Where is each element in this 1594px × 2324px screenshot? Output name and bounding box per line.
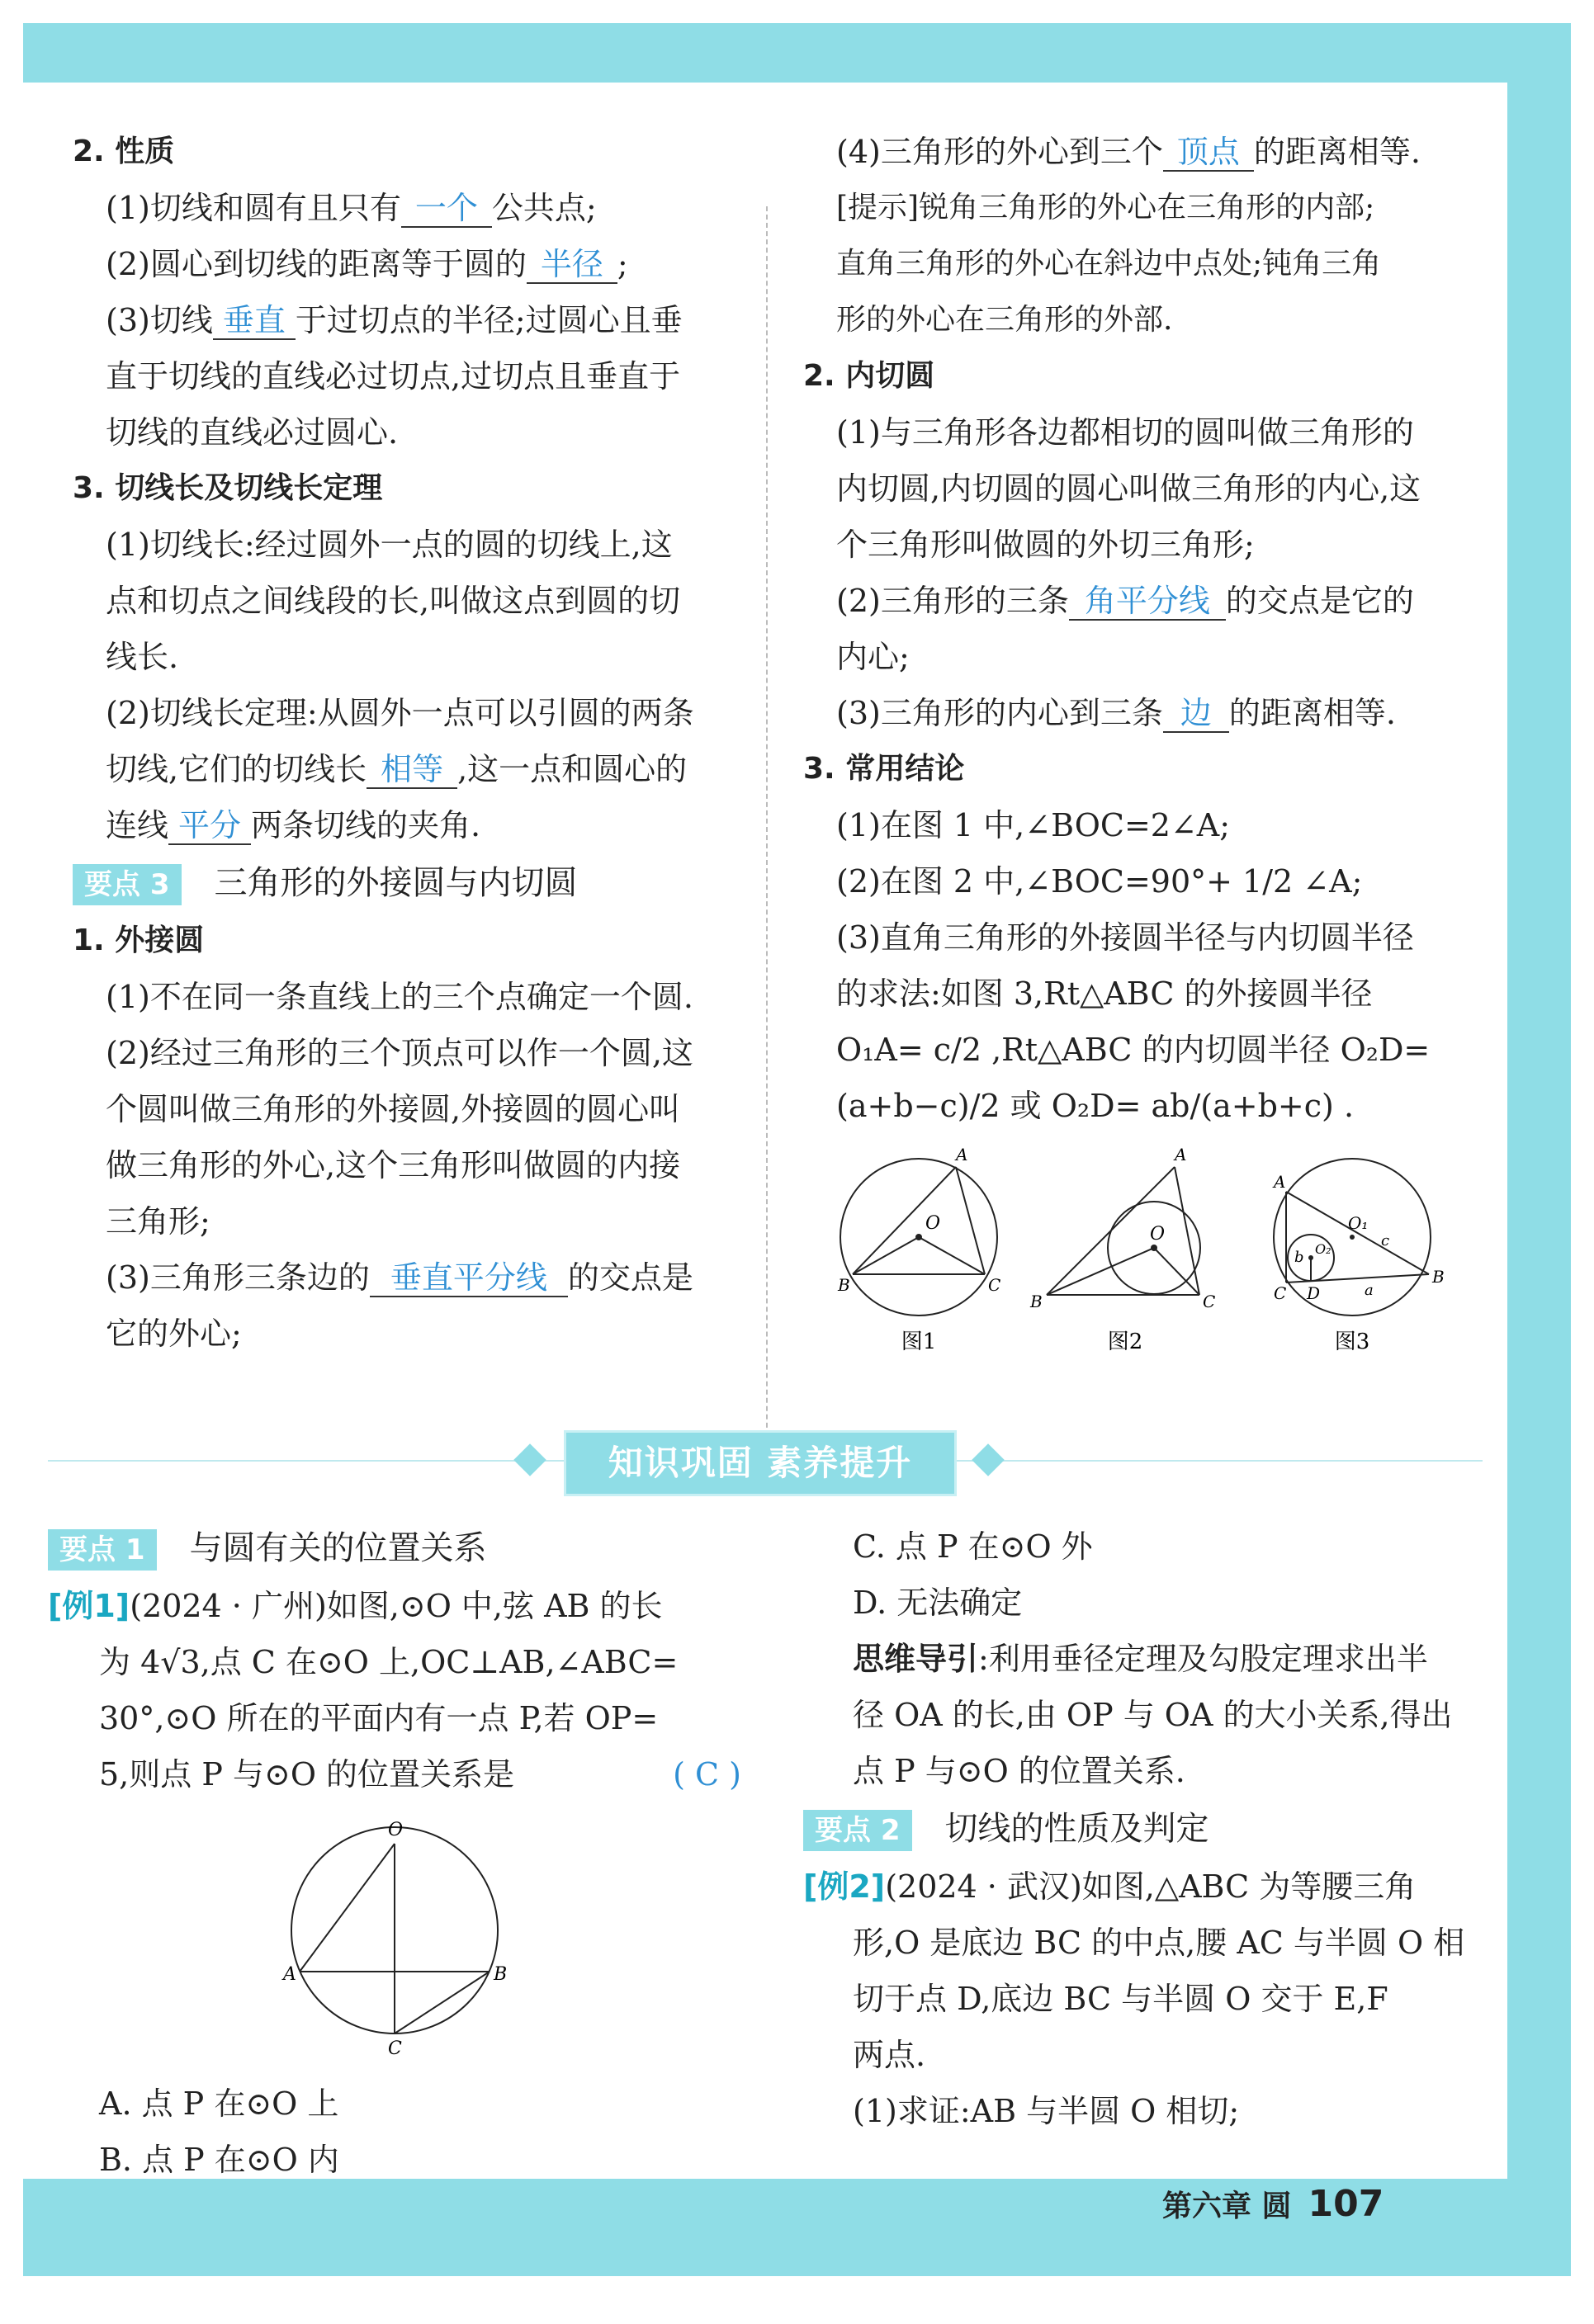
example-2-line: 形,O 是底边 BC 的中点,腰 AC 与半圆 O 相 xyxy=(853,1925,1465,1961)
example-1-figure xyxy=(229,1811,560,2058)
example-1-line: [例1](2024 · 广州)如图,⊙O 中,弦 AB 的长 xyxy=(48,1588,663,1624)
svg-text:O₁: O₁ xyxy=(1348,1213,1369,1233)
key-point-3: 要点 3 三角形的外接圆与内切圆 xyxy=(73,853,741,913)
figure-3 xyxy=(1272,1159,1445,1316)
text-line: 内心; xyxy=(836,639,910,675)
text-line: (3)三角形的内心到三条 边 的距离相等. xyxy=(836,695,1396,731)
answer-blank: 角平分线 xyxy=(1069,583,1226,621)
text-line: 内切圆,内切圆的圆心叫做三角形的内心,这 xyxy=(836,470,1421,507)
example-2-line: [例2](2024 · 武汉)如图,△ABC 为等腰三角 xyxy=(803,1868,1417,1905)
text-line: (1)切线长:经过圆外一点的圆的切线上,这 xyxy=(106,527,673,563)
hint-line: 径 OA 的长,由 OP 与 OA 的大小关系,得出 xyxy=(853,1697,1453,1733)
text-line: 点和切点之间线段的长,叫做这点到圆的切 xyxy=(106,583,681,619)
hint-line: 思维导引:利用垂径定理及勾股定理求出半 xyxy=(853,1641,1428,1677)
tip-line: 形的外心在三角形的外部. xyxy=(836,303,1173,337)
svg-text:C: C xyxy=(988,1275,1001,1295)
option-a: A. 点 P 在⊙O 上 xyxy=(99,2085,339,2122)
example-2-line: (1)求证:AB 与半圆 O 相切; xyxy=(853,2093,1240,2129)
figure-2 xyxy=(1029,1145,1215,1311)
left-column xyxy=(73,124,741,1362)
text-line: 做三角形的外心,这个三角形叫做圆的内接 xyxy=(106,1147,681,1183)
text-line: (2)三角形的三条 角平分线 的交点是它的 xyxy=(836,583,1414,619)
svg-text:B: B xyxy=(838,1275,850,1295)
svg-text:B: B xyxy=(1030,1292,1043,1311)
svg-text:D: D xyxy=(1307,1283,1321,1303)
text-line: 个圆叫做三角形的外接圆,外接圆的圆心叫 xyxy=(106,1091,681,1127)
tip-line: [提示]锐角三角形的外心在三角形的内部; xyxy=(836,191,1375,224)
text-line: 线长. xyxy=(106,639,179,675)
svg-text:A: A xyxy=(283,1964,296,1985)
svg-text:B: B xyxy=(1432,1267,1445,1287)
right-border xyxy=(1507,23,1571,2276)
text-line: 的求法:如图 3,Rt△ABC 的外接圆半径 xyxy=(836,975,1373,1012)
text-line: 切线的直线必过圆心. xyxy=(106,414,399,451)
text-line: 三角形; xyxy=(106,1203,210,1240)
svg-text:A: A xyxy=(1175,1145,1187,1164)
key-point-1: 要点 1 与圆有关的位置关系 xyxy=(48,1519,741,1578)
tip-line: 直角三角形的外心在斜边中点处;钝角三角 xyxy=(836,247,1382,281)
text-line: (1)在图 1 中,∠BOC=2∠A; xyxy=(836,807,1231,843)
heading-incircle: 2. 内切圆 xyxy=(803,359,935,393)
chapter-label: 第六章 圆 xyxy=(1162,2189,1292,2223)
answer-blank: 边 xyxy=(1163,695,1229,733)
text-line: (3)三角形三条边的 垂直平分线 的交点是 xyxy=(106,1259,693,1296)
example-2-line: 切于点 D,底边 BC 与半圆 O 交于 E,F xyxy=(853,1981,1388,2017)
svg-text:b: b xyxy=(1294,1249,1304,1266)
figures-1-2-3 xyxy=(836,1142,1497,1357)
key-point-2: 要点 2 切线的性质及判定 xyxy=(803,1799,1488,1859)
text-line: 切线,它们的切线长 相等 ,这一点和圆心的 xyxy=(106,751,688,787)
text-line: 它的外心; xyxy=(106,1316,242,1352)
svg-text:a: a xyxy=(1365,1282,1374,1299)
fig2-caption: 图2 xyxy=(1107,1330,1143,1354)
svg-text:c: c xyxy=(1381,1232,1390,1249)
key-tag: 要点 2 xyxy=(803,1810,912,1851)
svg-text:O: O xyxy=(1150,1224,1166,1245)
answer-blank: 顶点 xyxy=(1163,134,1254,172)
page xyxy=(23,83,1507,2225)
page-footer xyxy=(1162,2183,1384,2225)
key-tag: 要点 1 xyxy=(48,1529,157,1571)
answer-blank: 垂直 xyxy=(213,302,296,340)
option-c: C. 点 P 在⊙O 外 xyxy=(853,1528,1093,1565)
section-banner xyxy=(23,1424,1507,1498)
example-1-line: 5,则点 P 与⊙O 的位置关系是 ( C ) xyxy=(48,1746,741,1802)
heading-conclusions: 3. 常用结论 xyxy=(803,752,965,786)
diamond-icon xyxy=(972,1443,1005,1476)
text-line: (2)经过三角形的三个顶点可以作一个圆,这 xyxy=(106,1035,693,1071)
diamond-icon xyxy=(513,1443,546,1476)
heading-tangent-length: 3. 切线长及切线长定理 xyxy=(73,471,383,505)
lower-right-column xyxy=(803,1519,1488,2139)
example-2-line: 两点. xyxy=(853,2037,926,2073)
answer-blank: 相等 xyxy=(367,751,457,789)
answer-blank: 半径 xyxy=(527,246,617,284)
text-line: 个三角形叫做圆的外切三角形; xyxy=(836,527,1255,563)
hint-line: 点 P 与⊙O 的位置关系. xyxy=(853,1753,1185,1789)
top-border xyxy=(23,23,1571,83)
text-line: (1)与三角形各边都相切的圆叫做三角形的 xyxy=(836,414,1414,451)
text-line: (1)切线和圆有且只有 一个 公共点; xyxy=(106,190,597,226)
svg-text:B: B xyxy=(494,1964,508,1985)
svg-text:C: C xyxy=(1203,1292,1216,1311)
svg-text:A: A xyxy=(956,1145,968,1164)
text-line: 直于切线的直线必过切点,过切点且垂直于 xyxy=(106,358,681,394)
svg-text:O: O xyxy=(925,1213,941,1234)
text-line: (a+b−c)/2 或 O₂D= ab/(a+b+c) . xyxy=(836,1088,1355,1124)
svg-text:O₂: O₂ xyxy=(1315,1241,1331,1257)
text-line: (2)在图 2 中,∠BOC=90°+ 1/2 ∠A; xyxy=(836,863,1363,900)
column-divider xyxy=(766,206,768,1486)
text-line: (4)三角形的外心到三个 顶点 的距离相等. xyxy=(836,134,1421,170)
page-number: 107 xyxy=(1308,2183,1384,2225)
answer-blank: 垂直平分线 xyxy=(370,1259,568,1297)
text-line: (2)圆心到切线的距离等于圆的 半径 ; xyxy=(106,246,628,282)
key-tag: 要点 3 xyxy=(73,864,182,905)
answer-mark: ( C ) xyxy=(673,1756,741,1793)
svg-text:O: O xyxy=(388,1820,404,1840)
option-b: B. 点 P 在⊙O 内 xyxy=(99,2142,339,2178)
heading-properties: 2. 性质 xyxy=(73,135,175,168)
heading-circumcircle: 1. 外接圆 xyxy=(73,923,205,957)
answer-blank: 一个 xyxy=(401,190,492,228)
fig3-caption: 图3 xyxy=(1334,1330,1370,1354)
banner-title: 知识巩固 素养提升 xyxy=(564,1430,957,1496)
option-d: D. 无法确定 xyxy=(853,1585,1023,1621)
text-line: O₁A= c/2 ,Rt△ABC 的内切圆半径 O₂D= xyxy=(836,1032,1431,1068)
figure-1 xyxy=(837,1145,1000,1316)
svg-text:C: C xyxy=(1274,1283,1287,1303)
fig1-caption: 图1 xyxy=(901,1330,937,1354)
svg-text:A: A xyxy=(1274,1172,1286,1192)
lower-left-column xyxy=(48,1519,741,2188)
svg-text:C: C xyxy=(388,2038,402,2058)
text-line: 连线 平分 两条切线的夹角. xyxy=(106,807,481,843)
example-1-line: 为 4√3,点 C 在⊙O 上,OC⊥AB,∠ABC= xyxy=(99,1644,679,1680)
right-column xyxy=(803,124,1488,1374)
text-line: (2)切线长定理:从圆外一点可以引圆的两条 xyxy=(106,695,694,731)
text-line: (3)切线 垂直 于过切点的半径;过圆心且垂 xyxy=(106,302,683,338)
answer-blank: 平分 xyxy=(168,807,251,845)
text-line: (1)不在同一条直线上的三个点确定一个圆. xyxy=(106,979,693,1015)
example-1-line: 30°,⊙O 所在的平面内有一点 P,若 OP= xyxy=(99,1700,659,1736)
text-line: (3)直角三角形的外接圆半径与内切圆半径 xyxy=(836,919,1414,956)
